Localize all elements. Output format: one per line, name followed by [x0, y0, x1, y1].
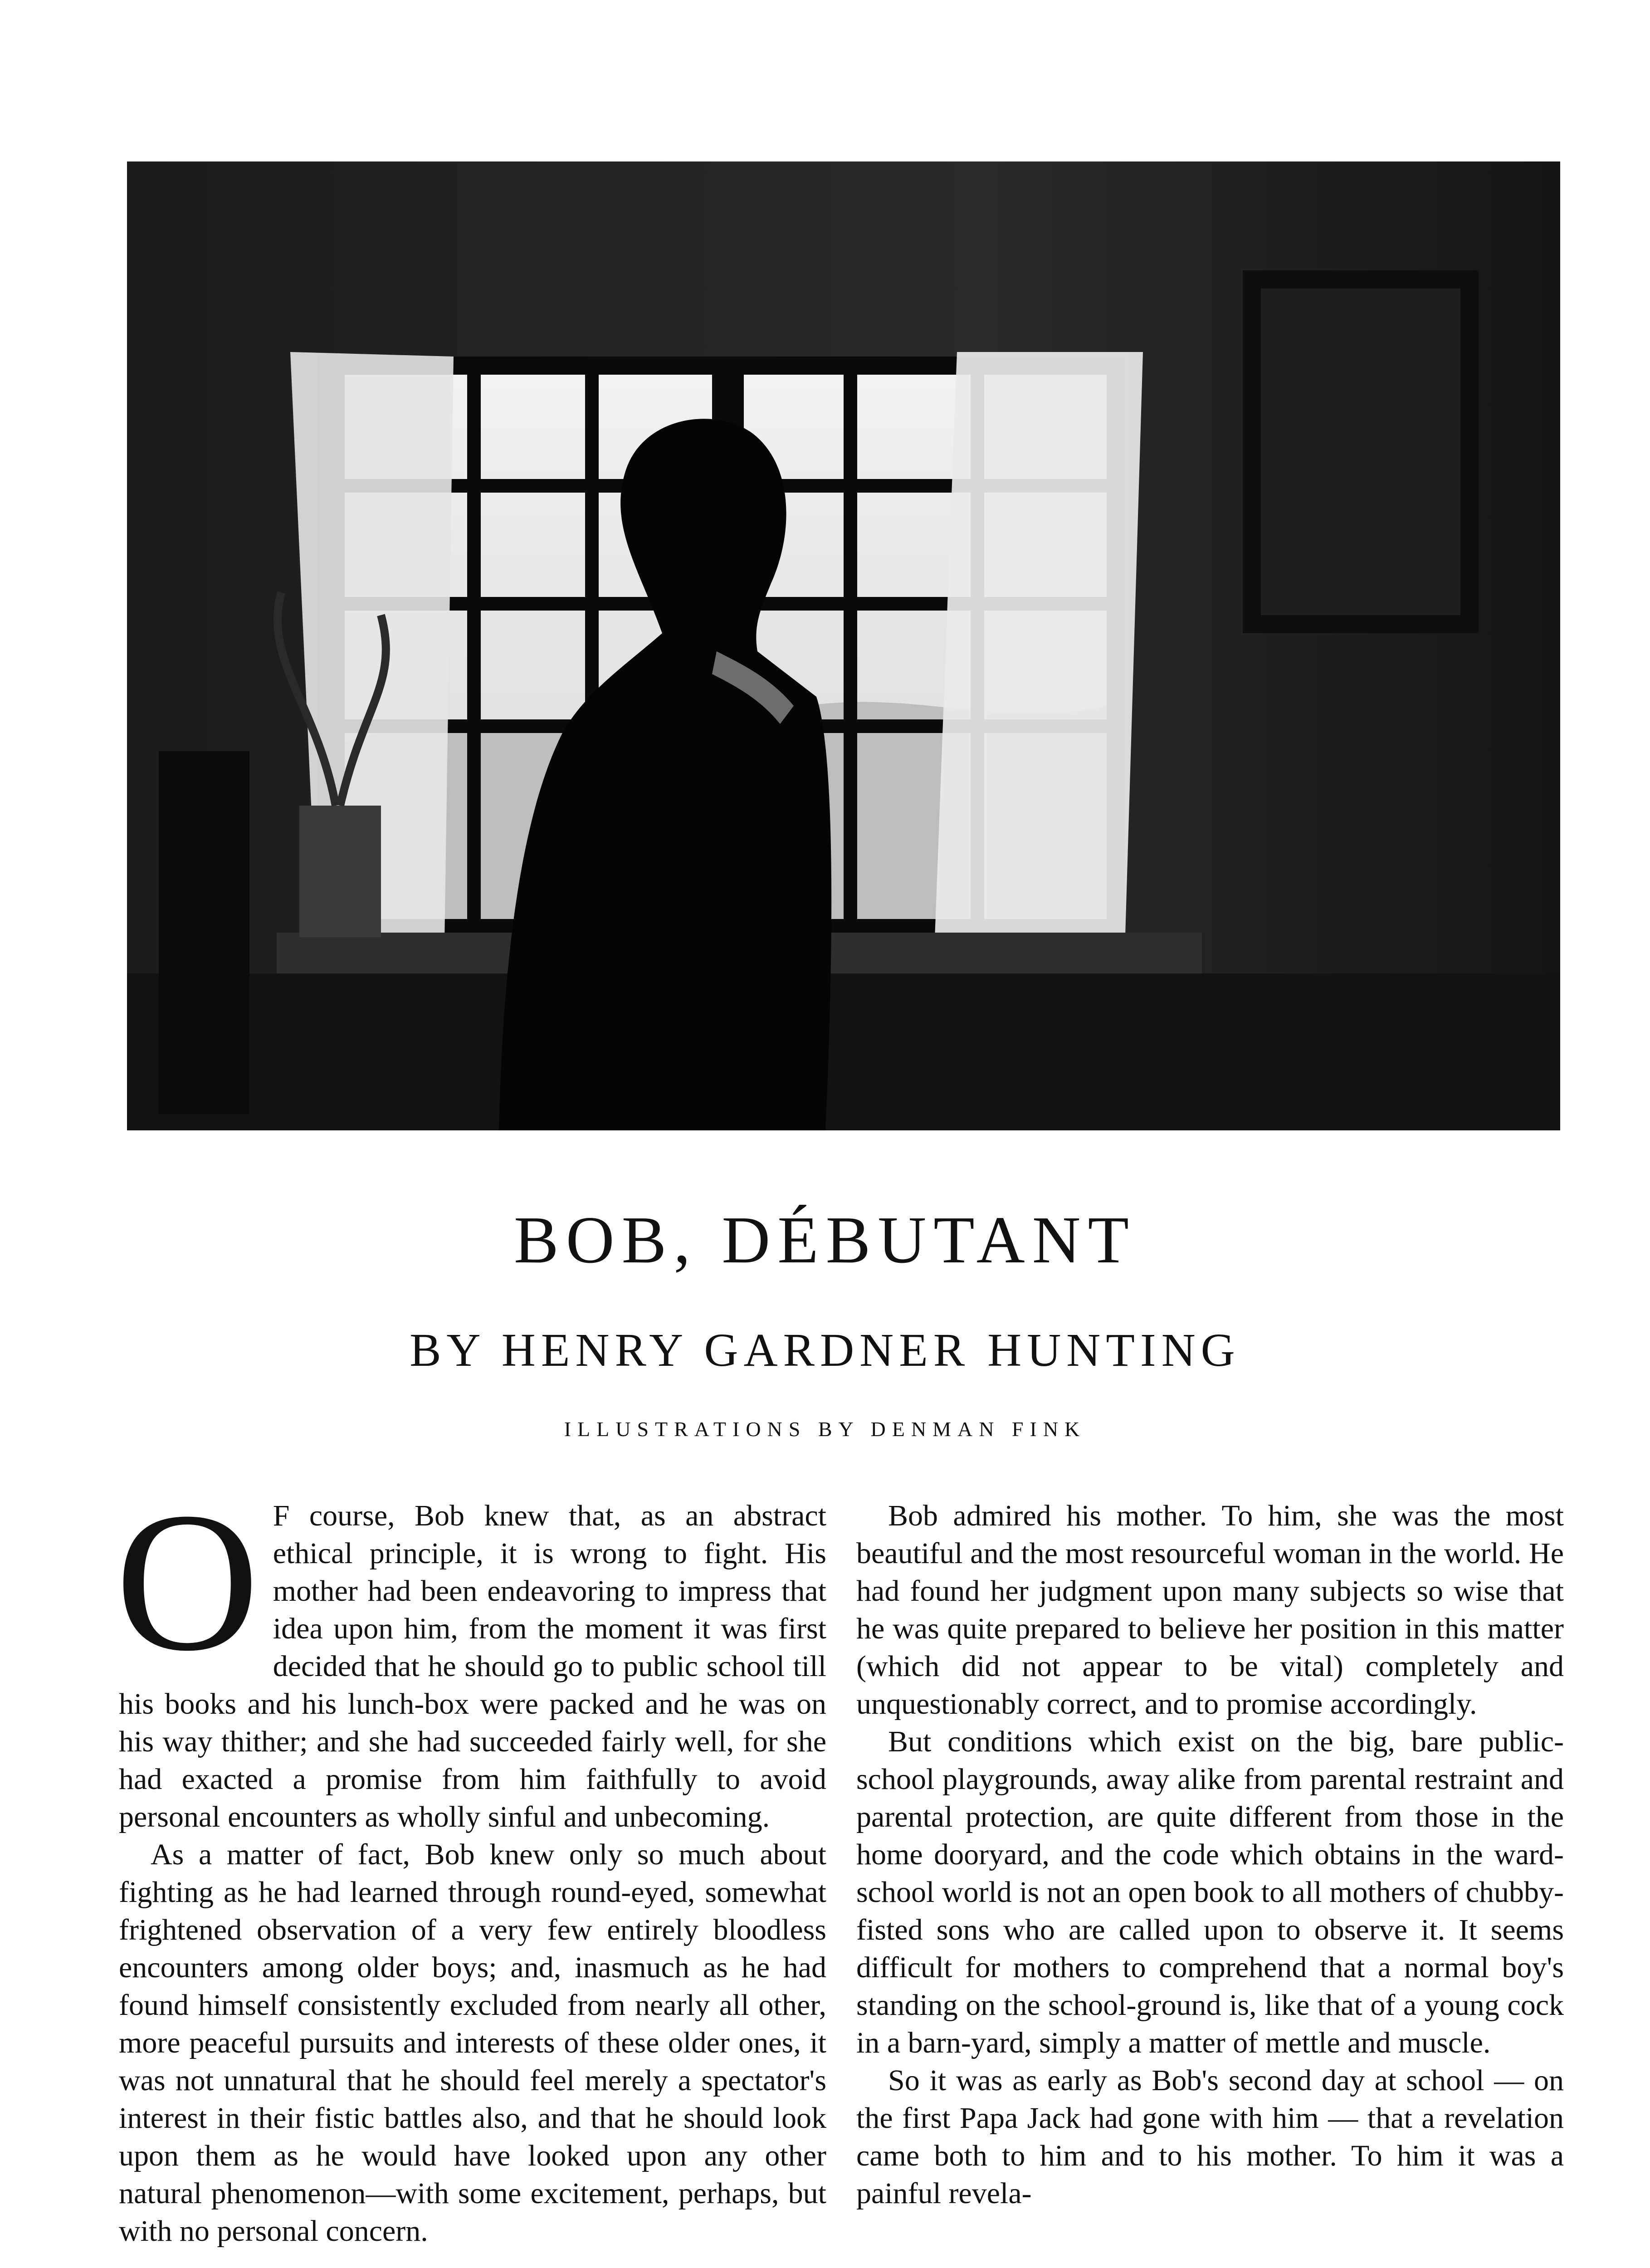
frontispiece-illustration	[127, 161, 1560, 1130]
paragraph: F course, Bob knew that, as an abstract ethical principle, it is wrong to fight. His mother had been endeavoring to impress that idea upon him, from the moment it was first decided that he should go to public school till his books and his lunch-box were packed and he was on his way thither; and she had succeeded fairly well, for she had exacted a promise from him faithfully to avoid personal encounters as wholly sinful and unbecoming.	[119, 1499, 826, 1833]
article-title: BOB, DÉBUTANT	[514, 1203, 1136, 1277]
paragraph: But conditions which exist on the big, bare public-school playgrounds, away alike from parental restraint and parental protection, are quite different from those in the home dooryard, and the code which obtains in the ward-school world is not an open book to all mothers of chubby-fisted sons who are called upon to observe it. It seems difficult for mothers to comprehend that a normal boy's standing on the school-ground is, like that of a young cock in a barn-yard, simply a matter of mettle and muscle.	[856, 1725, 1564, 2059]
right-column	[856, 1497, 1564, 2212]
paragraph: Bob admired his mother. To him, she was the most beautiful and the most resourceful woman in the world. He had found her judgment upon many subjects so wise that he was quite prepared to believe her position in this matter (which did not appear to be vital) completely and unquestionably correct, and to promise accordingly.	[856, 1499, 1564, 1721]
illustrations-credit: ILLUSTRATIONS BY DENMAN FINK	[564, 1418, 1086, 1441]
left-column	[115, 1471, 826, 2250]
paragraph: As a matter of fact, Bob knew only so much about fighting as he had learned through round-eyed, somewhat frightened observation of a very few entirely bloodless encounters among older boys; and, inasmuch as he had found himself consistently excluded from nearly all other, more peaceful pursuits and interests of these older ones, it was not unnatural that he should feel merely a spectator's interest in their fistic battles also, and that he should look upon them as he would have looked upon any other natural phenomenon—with some excitement, perhaps, but with no personal concern.	[119, 1838, 826, 2248]
paragraph: So it was as early as Bob's second day at school — on the first Papa Jack had gone with him — that a revelation came both to him and to his mother. To him it was a painful revela-	[856, 2064, 1564, 2210]
article-byline: BY HENRY GARDNER HUNTING	[410, 1324, 1240, 1376]
drop-cap: O	[115, 1471, 259, 1692]
silhouette-of-boy-at-window-icon	[127, 161, 1560, 1130]
